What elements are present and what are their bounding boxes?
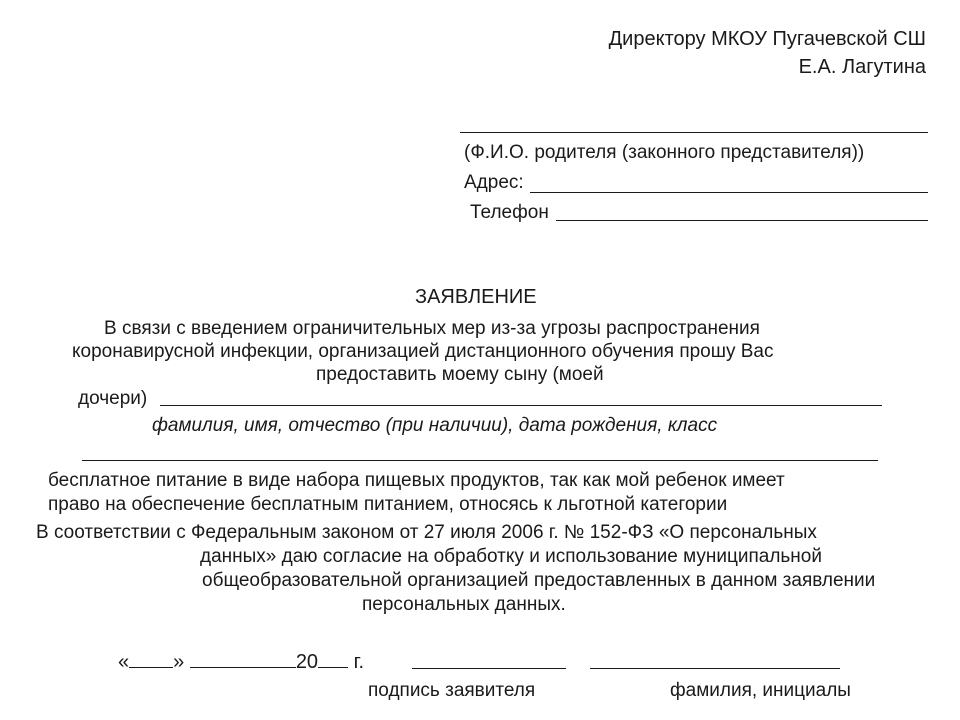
child-caption: фамилия, имя, отчество (при наличии), дата рождения, класс (152, 415, 718, 436)
parent-name-field[interactable] (460, 132, 928, 133)
day-field[interactable] (129, 651, 173, 668)
p1-line3: предоставить моему сыну (моей (316, 364, 604, 385)
p3-line4: персональных данных. (362, 594, 566, 615)
p3-line1: В соответствии с Федеральным законом от 27 июля 2006 г. № 152-ФЗ «О персональных (36, 522, 817, 543)
document-title: ЗАЯВЛЕНИЕ (415, 286, 537, 308)
p2-line2: право на обеспечение бесплатным питанием, относясь к льготной категории (48, 494, 728, 515)
name-field[interactable] (590, 668, 840, 669)
address-label: Адрес: (464, 172, 524, 193)
date-row (118, 651, 364, 673)
year-field[interactable] (318, 651, 348, 668)
quote-close: » (173, 651, 185, 673)
address-field[interactable] (530, 192, 928, 193)
child-info-field[interactable] (160, 405, 882, 406)
month-field[interactable] (190, 651, 296, 668)
year-suffix: г. (353, 651, 365, 673)
year-prefix: 20 (295, 651, 319, 673)
p3-line2: данных» даю согласие на обработку и использование муниципальной (200, 546, 822, 567)
addressee-line1: Директору МКОУ Пугачевской СШ (608, 28, 926, 50)
child-info-field-2[interactable] (82, 460, 878, 461)
p2-line1: бесплатное питание в виде набора пищевых продуктов, так как мой ребенок имеет (48, 470, 785, 491)
phone-field[interactable] (556, 220, 928, 221)
p1-line2: коронавирусной инфекции, организацией дистанционного обучения прошу Вас (72, 341, 774, 362)
signature-field[interactable] (412, 668, 566, 669)
p1-line1: В связи с введением ограничительных мер из-за угрозы распространения (104, 318, 760, 339)
phone-label: Телефон (470, 202, 549, 223)
name-caption: фамилия, инициалы (670, 680, 851, 701)
quote-open: « (118, 651, 130, 673)
signature-caption: подпись заявителя (368, 680, 536, 701)
p3-line3: общеобразовательной организацией предоставленных в данном заявлении (202, 570, 876, 591)
addressee-line2: Е.А. Лагутина (798, 56, 926, 78)
parent-caption: (Ф.И.О. родителя (законного представителя)) (464, 142, 865, 163)
daughter-label: дочери) (78, 388, 148, 409)
